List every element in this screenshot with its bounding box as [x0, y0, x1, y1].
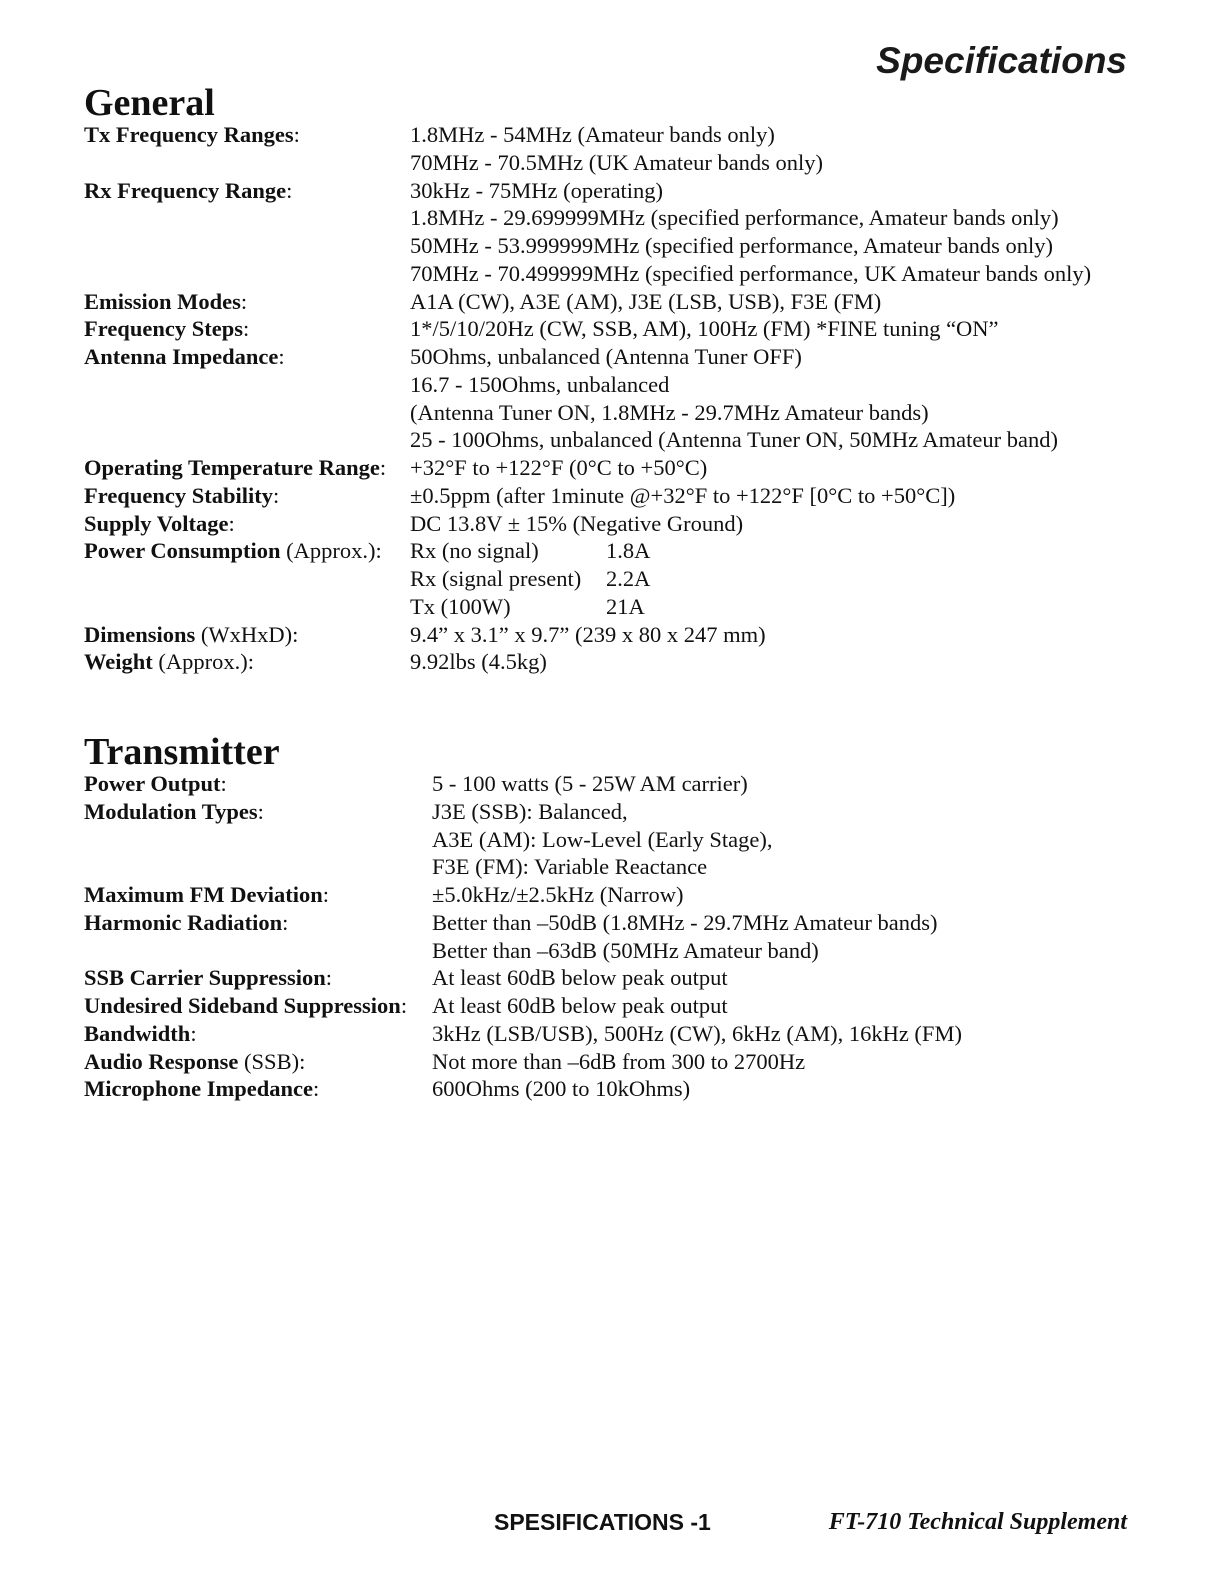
spec-label-name: Emission Modes [84, 288, 241, 314]
spec-label-qualifier: (WxHxD) [195, 621, 293, 647]
spec-label-colon: : [190, 1020, 197, 1046]
power-consumption-item [410, 593, 650, 621]
spec-label-colon: : [228, 510, 235, 536]
spec-label-name: Power Output [84, 771, 221, 796]
power-consumption-item [410, 565, 650, 593]
spec-label-name: Undesired Sideband Suppression [84, 993, 401, 1018]
power-current: 21A [606, 593, 645, 619]
power-condition: Rx (no signal) [410, 538, 539, 564]
spec-value: (Antenna Tuner ON, 1.8MHz - 29.7MHz Amateur bands) [410, 399, 929, 425]
spec-label-colon: : [400, 993, 408, 1018]
transmitter-section-title: Transmitter [84, 731, 280, 773]
spec-row-power-consumption [84, 537, 1091, 620]
spec-values [410, 510, 743, 538]
spec-label [84, 315, 410, 343]
spec-value: 1.8MHz - 54MHz (Amateur bands only) [410, 122, 775, 147]
spec-row [84, 909, 962, 965]
spec-label [84, 288, 410, 316]
spec-label-colon: : [293, 122, 300, 147]
spec-label-colon: : [312, 1076, 320, 1102]
spec-row [84, 798, 962, 881]
spec-value: 1.8MHz - 29.699999MHz (specified performance, Amateur bands only) [410, 205, 1059, 231]
spec-values [432, 964, 728, 992]
spec-row [84, 648, 1091, 676]
spec-value: 50Ohms, unbalanced (Antenna Tuner OFF) [410, 344, 802, 369]
spec-values [410, 343, 1058, 454]
spec-value: 25 - 100Ohms, unbalanced (Antenna Tuner ON, 50MHz Amateur band) [410, 427, 1059, 453]
spec-value: At least 60dB below peak output [432, 965, 728, 991]
spec-label-colon: : [322, 882, 329, 907]
spec-label-colon: : [379, 455, 387, 480]
spec-value: 70MHz - 70.5MHz (UK Amateur bands only) [410, 149, 824, 175]
spec-label-name: Power Consumption [84, 538, 281, 564]
spec-value: DC 13.8V ± 15% (Negative Ground) [410, 510, 744, 536]
spec-label-name: Audio Response [84, 1048, 239, 1074]
spec-values [432, 909, 938, 965]
spec-row [84, 881, 962, 909]
power-condition: Rx (signal present) [410, 566, 582, 591]
spec-value: 9.4” x 3.1” x 9.7” (239 x 80 x 247 mm) [410, 621, 766, 647]
spec-label-colon: : [257, 798, 264, 824]
spec-value: 1*/5/10/20Hz (CW, SSB, AM), 100Hz (FM) *FINE tuning “ON” [410, 316, 999, 342]
power-condition: Tx (100W) [410, 593, 511, 619]
spec-label [84, 177, 410, 205]
spec-label-qualifier: (Approx.) [280, 538, 376, 564]
spec-label-name: Bandwidth [84, 1020, 191, 1046]
spec-row [84, 1075, 962, 1103]
spec-value: ±0.5ppm (after 1minute @+32°F to +122°F [0°C to +50°C]) [410, 482, 956, 508]
spec-label [84, 964, 432, 992]
spec-row [84, 992, 962, 1020]
spec-value: 30kHz - 75MHz (operating) [410, 177, 664, 203]
spec-row [84, 177, 1091, 288]
spec-label [84, 881, 432, 909]
spec-row [84, 121, 1091, 177]
spec-label-name: Frequency Stability [84, 482, 273, 508]
footer-page-label: SPESIFICATIONS -1 [494, 1509, 711, 1535]
general-section-title: General [84, 82, 215, 124]
power-current: 1.8A [606, 538, 651, 564]
spec-value: F3E (FM): Variable Reactance [432, 854, 708, 880]
spec-label-name: Operating Temperature Range [84, 455, 380, 480]
spec-value: At least 60dB below peak output [432, 993, 728, 1018]
spec-label-colon: : [325, 965, 332, 991]
spec-label [84, 343, 410, 371]
spec-label-name: Microphone Impedance [84, 1076, 313, 1102]
spec-row [84, 454, 1091, 482]
spec-value: Better than –63dB (50MHz Amateur band) [432, 937, 819, 963]
spec-values [432, 770, 748, 798]
power-current: 2.2A [606, 566, 651, 591]
spec-label-name: Maximum FM Deviation [84, 882, 323, 907]
spec-values [432, 881, 684, 909]
spec-value: 70MHz - 70.499999MHz (specified performance, UK Amateur bands only) [410, 260, 1092, 286]
spec-row [84, 770, 962, 798]
spec-row [84, 315, 1091, 343]
spec-values [432, 1020, 962, 1048]
spec-value: Not more than –6dB from 300 to 2700Hz [432, 1048, 806, 1074]
spec-label-qualifier: (SSB) [238, 1048, 300, 1074]
spec-value: 50MHz - 53.999999MHz (specified performance, Amateur bands only) [410, 233, 1053, 258]
spec-row [84, 288, 1091, 316]
spec-value: J3E (SSB): Balanced, [432, 798, 628, 824]
spec-label [84, 770, 432, 798]
transmitter-spec-table [84, 770, 962, 1103]
spec-label [84, 510, 410, 538]
spec-value: 5 - 100 watts (5 - 25W AM carrier) [432, 771, 748, 796]
spec-label-colon: : [272, 482, 280, 508]
spec-values [410, 648, 547, 676]
spec-label [84, 121, 410, 149]
spec-values [410, 177, 1091, 288]
spec-label [84, 798, 432, 826]
spec-label-qualifier: (Approx.) [152, 649, 248, 675]
spec-row [84, 510, 1091, 538]
spec-label-colon: : [240, 288, 248, 314]
power-consumption-item [410, 537, 650, 565]
spec-values [432, 992, 728, 1020]
spec-row [84, 621, 1091, 649]
spec-values [410, 454, 707, 482]
spec-row [84, 964, 962, 992]
spec-label [84, 482, 410, 510]
power-consumption-values [410, 537, 650, 620]
general-spec-table [84, 121, 1091, 676]
spec-label [84, 454, 410, 482]
spec-label-colon: : [242, 316, 250, 342]
spec-label [84, 1075, 432, 1103]
spec-row [84, 343, 1091, 454]
spec-label-colon: : [278, 344, 285, 369]
spec-value: A1A (CW), A3E (AM), J3E (LSB, USB), F3E (FM) [410, 288, 882, 314]
spec-label-colon: : [292, 621, 299, 647]
spec-values [410, 621, 766, 649]
spec-value: 9.92lbs (4.5kg) [410, 649, 547, 675]
spec-values [410, 288, 881, 316]
page-title: Specifications [876, 40, 1127, 81]
spec-label-name: Supply Voltage [84, 510, 229, 536]
spec-label-name: Frequency Steps [84, 316, 243, 342]
spec-value: 16.7 - 150Ohms, unbalanced [410, 371, 670, 397]
spec-values [432, 798, 773, 881]
spec-row [84, 1048, 962, 1076]
spec-label-name: Tx Frequency Ranges [84, 122, 294, 147]
spec-row [84, 1020, 962, 1048]
spec-label [84, 537, 410, 565]
spec-values [432, 1048, 805, 1076]
spec-values [432, 1075, 690, 1103]
spec-label-name: Rx Frequency Range [84, 177, 287, 203]
spec-label-colon: : [282, 909, 289, 935]
spec-label-colon: : [220, 771, 227, 796]
spec-label-name: Modulation Types [84, 798, 258, 824]
footer-manual-title: FT-710 Technical Supplement [828, 1509, 1127, 1535]
spec-label [84, 648, 410, 676]
spec-label-name: Harmonic Radiation [84, 909, 283, 935]
spec-label-name: SSB Carrier Suppression [84, 965, 326, 991]
spec-label-name: Dimensions [84, 621, 196, 647]
spec-value: ±5.0kHz/±2.5kHz (Narrow) [432, 882, 684, 907]
spec-value: Better than –50dB (1.8MHz - 29.7MHz Amateur bands) [432, 909, 938, 935]
spec-label-name: Weight [84, 649, 153, 675]
spec-values [410, 121, 823, 177]
spec-value: 600Ohms (200 to 10kOhms) [432, 1076, 691, 1102]
spec-label-name: Antenna Impedance [84, 344, 279, 369]
spec-values [410, 482, 955, 510]
spec-values [410, 315, 999, 343]
spec-label-colon: : [299, 1048, 306, 1074]
spec-value: A3E (AM): Low-Level (Early Stage), [432, 826, 773, 852]
spec-row [84, 482, 1091, 510]
spec-label [84, 1020, 432, 1048]
spec-value: +32°F to +122°F (0°C to +50°C) [410, 455, 708, 480]
spec-label-colon: : [375, 538, 382, 564]
spec-label [84, 1048, 432, 1076]
spec-value: 3kHz (LSB/USB), 500Hz (CW), 6kHz (AM), 16kHz (FM) [432, 1020, 962, 1046]
spec-label [84, 909, 432, 937]
spec-label-colon: : [247, 649, 255, 675]
spec-label [84, 992, 432, 1020]
spec-label [84, 621, 410, 649]
spec-label-colon: : [286, 177, 293, 203]
